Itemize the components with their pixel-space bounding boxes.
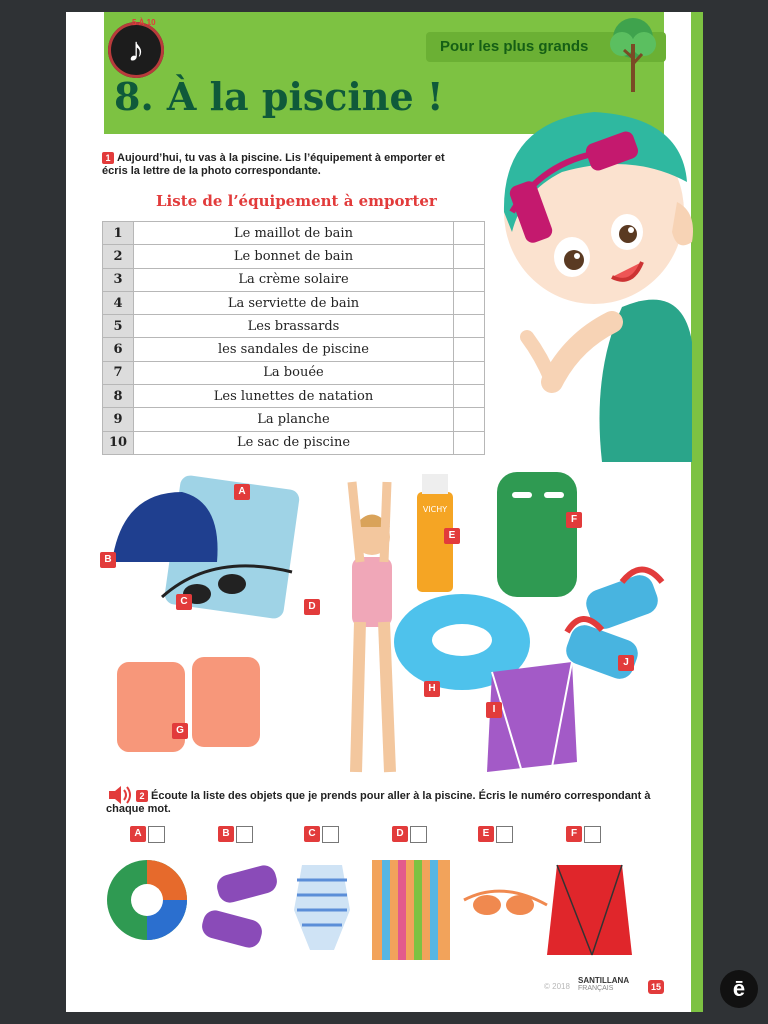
answer-cell[interactable] — [454, 291, 485, 314]
ex2-answer-box[interactable] — [496, 826, 513, 843]
purple-sandals-image — [199, 863, 279, 951]
table-row — [103, 431, 485, 454]
answer-cell[interactable] — [454, 408, 485, 431]
ex2-answer-box[interactable] — [410, 826, 427, 843]
table-row — [103, 338, 485, 361]
swim-cap-image — [112, 492, 218, 562]
worksheet-page — [66, 12, 703, 1012]
ex2-answer-box[interactable] — [322, 826, 339, 843]
music-note-icon[interactable]: ♪ — [108, 22, 164, 78]
page-number: 15 — [648, 980, 664, 994]
striped-towel-image — [372, 860, 450, 960]
ex2-label: C — [304, 826, 320, 842]
row-number: 5 — [103, 315, 134, 338]
ex2-label: E — [478, 826, 494, 842]
girl-swimsuit-image — [352, 482, 392, 772]
ex2-answer-box[interactable] — [236, 826, 253, 843]
row-number: 8 — [103, 385, 134, 408]
answer-cell[interactable] — [454, 245, 485, 268]
row-item: Le sac de piscine — [134, 431, 454, 454]
row-number: 10 — [103, 431, 134, 454]
table-row — [103, 408, 485, 431]
equipment-photos — [102, 472, 702, 782]
row-number: 4 — [103, 291, 134, 314]
orange-goggles-image — [464, 891, 547, 915]
row-number: 9 — [103, 408, 134, 431]
row-item: La planche — [134, 408, 454, 431]
row-item: les sandales de piscine — [134, 338, 454, 361]
exercise-2-number: 2 — [136, 790, 148, 802]
svg-text:VICHY: VICHY — [422, 505, 448, 514]
photo-label: A — [234, 484, 250, 500]
row-number: 3 — [103, 268, 134, 291]
row-number: 7 — [103, 361, 134, 384]
exercise-1-number: 1 — [102, 152, 114, 164]
row-number: 2 — [103, 245, 134, 268]
photo-label: J — [618, 655, 634, 671]
row-item: La bouée — [134, 361, 454, 384]
table-row — [103, 222, 485, 245]
page-title: 8. À la piscine ! — [114, 74, 444, 119]
answer-cell[interactable] — [454, 385, 485, 408]
copyright-text: © 2018 — [544, 982, 570, 991]
exercise-1-instruction — [102, 152, 452, 178]
photo-label: C — [176, 594, 192, 610]
beach-ring-image — [107, 860, 187, 940]
publisher-logo — [578, 976, 629, 992]
row-number: 1 — [103, 222, 134, 245]
sandals-image — [562, 570, 662, 683]
equipment-table — [102, 221, 485, 455]
publisher-name: SANTILLANA — [578, 976, 630, 985]
ex2-answer-box[interactable] — [584, 826, 601, 843]
equipment-list-title: Liste de l’équipement à emporter — [156, 192, 437, 210]
table-row — [103, 361, 485, 384]
exercise-1-text: Aujourd’hui, tu vas à la piscine. Lis l’équipement à emporter et écris la lettre de la photo correspondante. — [102, 152, 445, 177]
row-item: La crème solaire — [134, 268, 454, 291]
app-e-button[interactable]: ē — [720, 970, 758, 1008]
photo-label: F — [566, 512, 582, 528]
red-bag-image — [547, 865, 632, 955]
section-tag: Pour les plus grands — [426, 32, 666, 62]
exercise-2-text: Écoute la liste des objets que je prends pour aller à la piscine. Écris le numéro correspondant à chaque mot. — [106, 790, 651, 815]
row-item: Le bonnet de bain — [134, 245, 454, 268]
answer-cell[interactable] — [454, 268, 485, 291]
row-item: La serviette de bain — [134, 291, 454, 314]
age-label: 5 À 10 — [132, 18, 156, 27]
row-number: 6 — [103, 338, 134, 361]
table-row — [103, 385, 485, 408]
striped-swimsuit-image — [294, 865, 350, 950]
photo-label: D — [304, 599, 320, 615]
kickboard-image — [497, 472, 577, 597]
ex2-label: A — [130, 826, 146, 842]
photo-label: I — [486, 702, 502, 718]
row-item: Le maillot de bain — [134, 222, 454, 245]
photo-label: B — [100, 552, 116, 568]
ex2-answer-box[interactable] — [148, 826, 165, 843]
photo-label: E — [444, 528, 460, 544]
answer-cell[interactable] — [454, 315, 485, 338]
photo-label: G — [172, 723, 188, 739]
swimmer-kid-illustration — [482, 82, 702, 462]
ex2-label: D — [392, 826, 408, 842]
publisher-sub: FRANÇAIS — [578, 985, 614, 992]
exercise-2-photos — [102, 850, 662, 960]
answer-cell[interactable] — [454, 431, 485, 454]
ex2-label: B — [218, 826, 234, 842]
answer-cell[interactable] — [454, 338, 485, 361]
row-item: Les brassards — [134, 315, 454, 338]
table-row — [103, 291, 485, 314]
armbands-image — [117, 657, 260, 752]
photo-label: H — [424, 681, 440, 697]
table-row — [103, 245, 485, 268]
table-row — [103, 268, 485, 291]
answer-cell[interactable] — [454, 361, 485, 384]
row-item: Les lunettes de natation — [134, 385, 454, 408]
answer-cell[interactable] — [454, 222, 485, 245]
ex2-label: F — [566, 826, 582, 842]
exercise-2-instruction — [106, 790, 686, 816]
table-row — [103, 315, 485, 338]
